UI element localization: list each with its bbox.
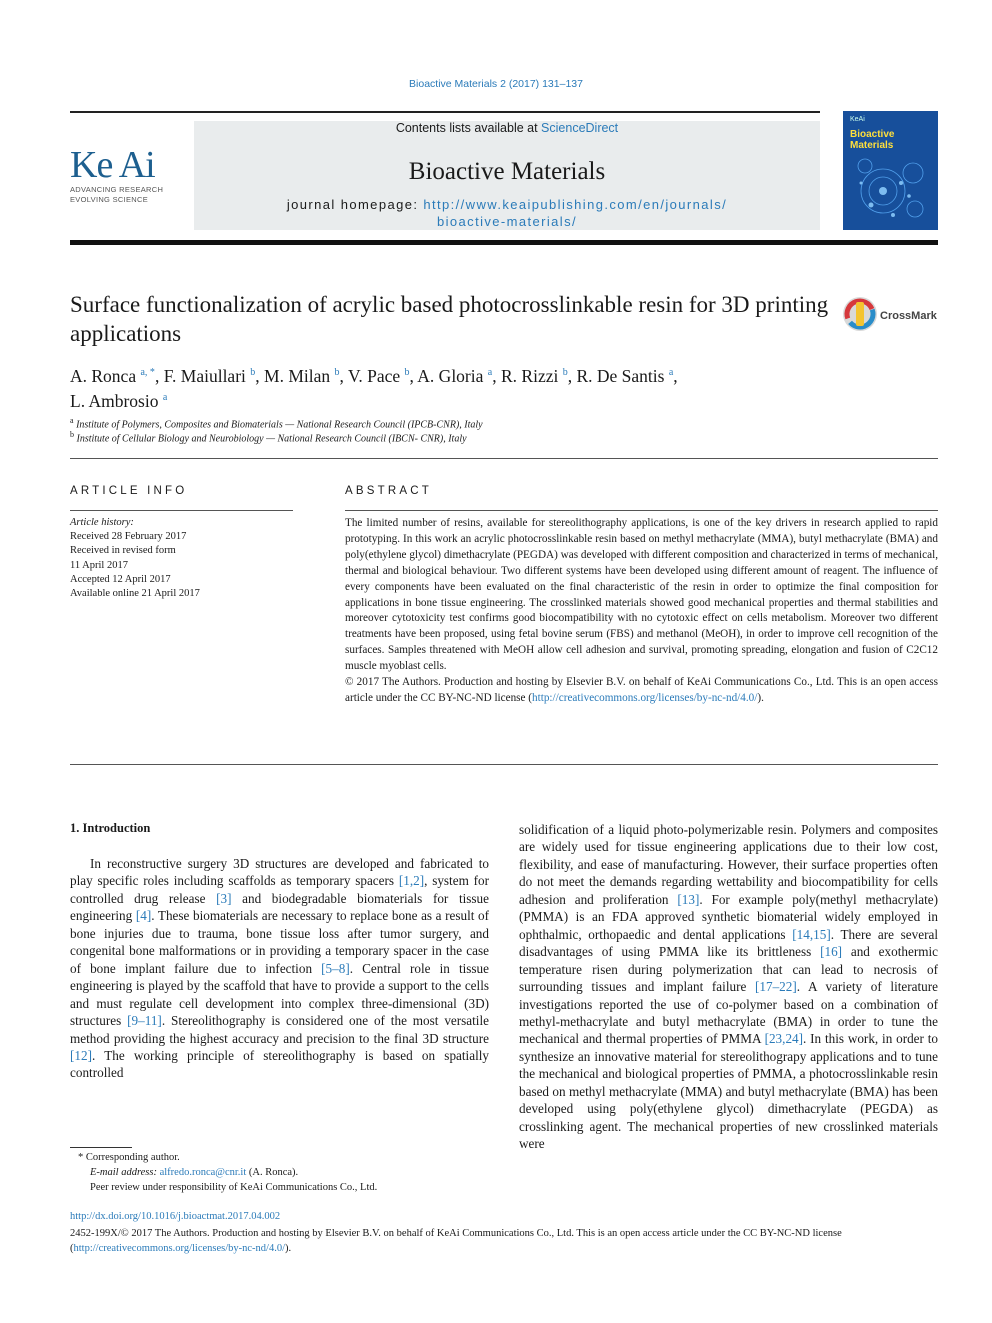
doi-link[interactable]: http://dx.doi.org/10.1016/j.bioactmat.2017.04.002: [70, 1211, 281, 1222]
copyright-text: © 2017 The Authors. Production and hosting by Elsevier B.V. on behalf of KeAi Communications Co., Ltd. This is an open access article under the CC BY-NC-ND license (: [345, 676, 938, 704]
history-line: Received in revised form: [70, 545, 176, 557]
email-link[interactable]: alfredo.ronca@cnr.it: [159, 1167, 247, 1178]
citation-link[interactable]: [23,24]: [764, 1031, 804, 1047]
body-column-right: [519, 821, 938, 1153]
article-history: [70, 516, 293, 601]
homepage-url[interactable]: http://www.keaipublishing.com/en/journals/: [423, 197, 728, 212]
body-text: . Stereolithography is considered one of the most versatile method providing the highest accuracy and precision to the final 3D structure: [70, 1013, 489, 1046]
citation-link[interactable]: [9–11]: [127, 1013, 162, 1029]
sciencedirect-link[interactable]: ScienceDirect: [541, 121, 619, 135]
citation-link[interactable]: [3]: [216, 890, 232, 906]
author-name: R. Rizzi: [500, 365, 559, 386]
citation-link[interactable]: [12]: [70, 1047, 92, 1063]
cover-brand: KeAi: [850, 116, 865, 123]
body-text: and biodegradable biomaterials for tissue engineering: [70, 890, 489, 924]
history-title: Article history:: [70, 517, 134, 528]
body-text: . Central role in tissue engineering is played by the scaffold that have to provide a support to the cells and must regulate cell development into complex three-dimensional (3D) structures: [70, 960, 489, 1029]
issn-license-line: [70, 1226, 938, 1256]
author-list: A. Ronca $^{a, *}$, F. Maiullari $^b$, M. Milan $^b$, V. Pace $^b$, A. Gloria $^a$, R. Rizzi $^b$, R. De Santis $^a$, L. Ambrosio $^a$: [70, 365, 678, 411]
body-text: . A variety of literature investigations reported the use of co-polymer based on a combination of methyl-methacrylate and butyl methacrylate (BMA) in order to tune the mechanical and thermal properties of PMMA: [519, 979, 938, 1047]
author-name: V. Pace: [347, 365, 401, 386]
affiliation-b-text: Institute of Cellular Biology and Neurobiology — National Research Council (IBCN- CNR), Italy: [76, 433, 467, 445]
citation-link[interactable]: [13]: [677, 891, 700, 907]
article-info-heading: ARTICLE INFO: [70, 485, 188, 497]
section-heading-introduction: 1. Introduction: [70, 821, 151, 835]
affiliation-b: [70, 430, 467, 444]
homepage-url-cont[interactable]: bioactive-materials/: [437, 214, 577, 229]
rule: [70, 458, 938, 459]
author-name: M. Milan: [264, 365, 331, 386]
citation-link[interactable]: [5–8]: [321, 960, 350, 976]
body-text: and exothermic temperature risen during polymerization that can lead to necrosis of surrounding tissues and implant failure: [519, 944, 938, 995]
abstract-copyright: [345, 675, 938, 707]
keai-logo-word: Ke Ai: [70, 144, 155, 186]
history-line: 11 April 2017: [70, 559, 128, 571]
corresponding-author-note: * Corresponding author.: [78, 1152, 180, 1163]
header-thick-rule: [70, 240, 938, 245]
article-title: Surface functionalization of acrylic based photocrosslinkable resin for 3D printing applications: [70, 292, 829, 346]
author-name: L. Ambrosio: [70, 390, 159, 411]
author-affiliation-mark[interactable]: b: [334, 367, 340, 378]
citation-link[interactable]: [4]: [135, 908, 152, 924]
keai-logo: [70, 145, 180, 205]
author-affiliation-mark[interactable]: b: [250, 367, 256, 378]
body-text: . The working principle of stereolithography is based on spatially controlled: [70, 1047, 489, 1081]
citation-link[interactable]: [1,2]: [398, 873, 425, 889]
affiliation-a-text: Institute of Polymers, Composites and Biomaterials — National Research Council (IPCB-CNR), Italy: [76, 419, 483, 431]
article-info-rule: [70, 510, 293, 511]
affiliation-a: [70, 416, 483, 430]
abstract-rule: [345, 510, 938, 511]
license-link[interactable]: http://creativecommons.org/licenses/by-nc-nd/4.0/: [532, 691, 758, 704]
body-text: , system for controlled drug release: [70, 873, 489, 906]
crossmark-label[interactable]: CrossMark: [880, 310, 937, 322]
author-name: A. Ronca: [70, 365, 137, 386]
body-text: . For example poly(methyl methacrylate) (PMMA) is an FDA approved synthetic biomaterial widely employed in ophthalmic, orthopaedic and dental applications: [519, 891, 938, 942]
body-text: . In this work, in order to synthesize an innovative material for stereolithograpy applications and to tune the mechanical and biological properties of PMMA, a photocrosslinkable resin based on methyl methacrylate (MMA) and butyl methacrylate (BMA) has been developed using poly(ethylene glycol) dimethacrylate (PEGDA) as crosslinking agent. The mechanical properties of new crosslinked materials were: [519, 1031, 939, 1152]
keai-tagline-2: EVOLVING SCIENCE: [70, 195, 149, 204]
author-name: F. Maiullari: [163, 365, 246, 386]
journal-cover[interactable]: [843, 111, 938, 230]
email-suffix: (A. Ronca).: [246, 1167, 299, 1178]
cover-title: [850, 129, 894, 151]
cover-title-1: Bioactive: [850, 129, 895, 140]
history-line: Available online 21 April 2017: [70, 588, 200, 600]
copyright-end: ).: [757, 691, 764, 704]
journal-homepage: [194, 196, 820, 230]
abstract-heading: ABSTRACT: [345, 485, 432, 497]
author-affiliation-mark[interactable]: b: [404, 367, 410, 378]
contents-line: [194, 121, 820, 135]
issn-end: ).: [285, 1243, 292, 1254]
journal-reference[interactable]: Bioactive Materials 2 (2017) 131–137: [409, 78, 583, 90]
citation-link[interactable]: [16]: [820, 944, 843, 960]
affiliation-a-mark: a: [70, 416, 74, 425]
citation-link[interactable]: [14,15]: [792, 926, 831, 942]
journal-title: Bioactive Materials: [408, 158, 606, 185]
footnote-rule: [70, 1147, 132, 1148]
author-affiliation-mark[interactable]: a: [487, 367, 493, 378]
citation-link[interactable]: [17–22]: [755, 979, 797, 995]
peer-review-note: Peer review under responsibility of KeAi Communications Co., Ltd.: [90, 1182, 378, 1193]
issn-text: 2452-199X/© 2017 The Authors. Production and hosting by Elsevier B.V. on behalf of KeAi Communications Co., Ltd. This is an open access article under the CC BY-NC-ND license (: [70, 1228, 842, 1254]
author-affiliation-mark[interactable]: a, *: [140, 367, 155, 378]
email-label: E-mail address:: [90, 1167, 160, 1178]
contents-prefix: Contents lists available at: [395, 121, 542, 135]
body-text: solidification of a liquid photo-polymerizable resin. Polymers and composites are widely used for tissue engineering applications due to their low cost, flexibility, and ease of manufacturing. However, their surface properties often do not meet the demands regarding wettability and biocompatibility for cells adhesion and proliferation: [519, 822, 938, 907]
cover-title-2: Materials: [850, 140, 894, 151]
footnotes: [70, 1150, 489, 1195]
affiliation-b-mark: b: [70, 430, 74, 439]
body-text: In reconstructive surgery 3D structures are developed and fabricated to play specific roles including scaffolds as temporary spacers: [70, 856, 489, 889]
rule: [70, 764, 938, 765]
body-text: . There are several disadvantages of using PMMA like its brittleness: [519, 926, 938, 960]
email-note: [70, 1165, 489, 1180]
body-text: . These biomaterials are necessary to replace bone as a result of bone injuries due to trauma, bone tissue loss after tumor surgery, and congenital bone malformations or in providing a temporary spacer in the case of bone implant failure due to infection: [70, 908, 489, 976]
top-rule: [70, 111, 820, 113]
author-affiliation-mark[interactable]: b: [562, 367, 568, 378]
author-name: A. Gloria: [417, 365, 484, 386]
history-line: Accepted 12 April 2017: [70, 573, 171, 585]
history-line: Received 28 February 2017: [70, 531, 187, 543]
author-affiliation-mark[interactable]: a: [162, 391, 168, 403]
author-affiliation-mark[interactable]: a: [668, 367, 674, 378]
author-name: R. De Santis: [576, 365, 665, 386]
footer-license-link[interactable]: http://creativecommons.org/licenses/by-nc-nd/4.0/: [73, 1243, 286, 1254]
body-column-left: [70, 855, 489, 1082]
abstract-body: [345, 516, 938, 707]
keai-tagline-1: ADVANCING RESEARCH: [70, 185, 164, 194]
abstract-text: The limited number of resins, available for stereolithography applications, is one of the key drivers in research applied to rapid prototyping. In this work an acrylic photocrosslinkable resin based on methyl methacrylate (MMA), butyl methacrylate (BMA) and poly(ethylene glycol) dimethacrylate (PEGDA) was developed with different composition and characterized in terms of mechanical, thermal and biological behaviour. Two different systems have been developed using different amount of reagent. The influence of every components have been evaluated on the final characteristic of the resin in order to optimize the final composition for applications in bone tissue engineering. The crosslinked materials showed good mechanical properties and thermal stabilities and moreover cytotoxicity test confirms good biocompatibility with no cytotoxic effect on cells metabolism. Moreover two different treatments have been proposed, using fetal bovine serum (FBS) and methanol (MeOH), in order to improve cell recognition of the surfaces. Samples threatened with MeOH allow cell adhesion and survival, promoting spreading, elongation and fusion of C2C12 muscle myoblast cells.: [345, 517, 938, 673]
homepage-label: journal homepage:: [286, 197, 424, 212]
